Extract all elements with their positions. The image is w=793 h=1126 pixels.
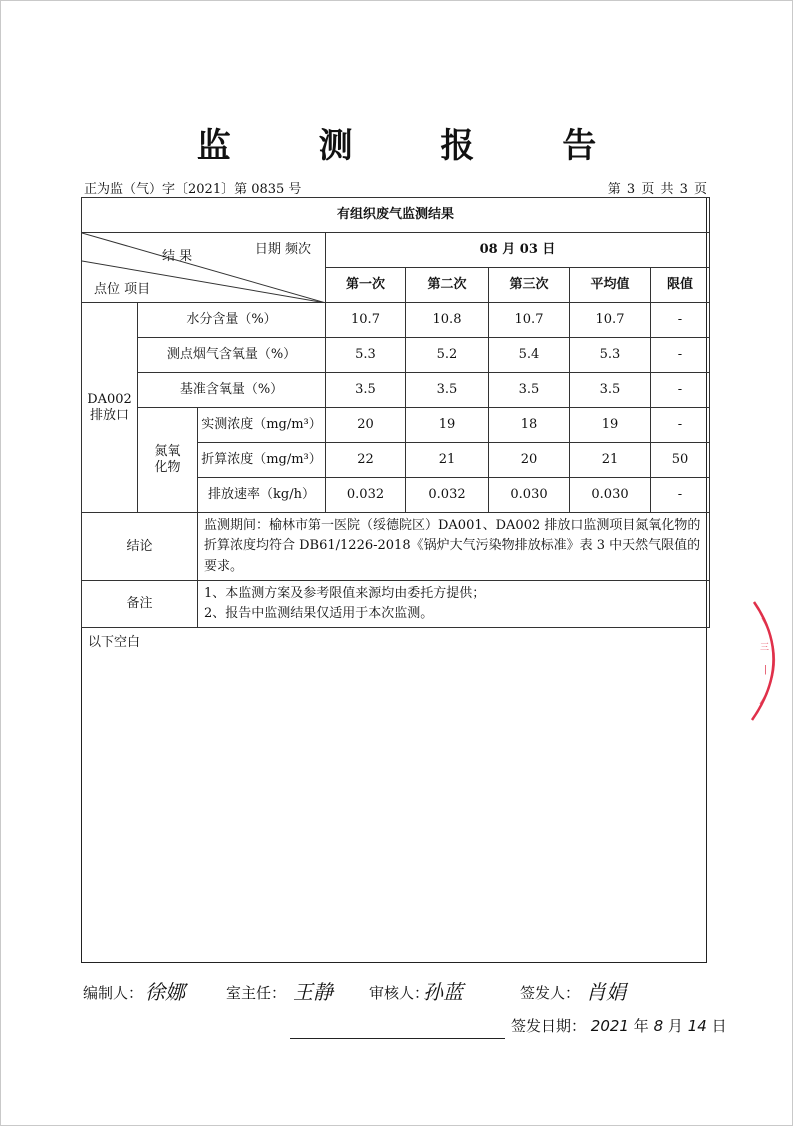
page-indicator: 第 3 页 共 3 页 [607, 182, 708, 197]
value-cell: 10.7 [570, 303, 651, 338]
location-line-1: DA002 [87, 391, 132, 407]
header-result: 结 果 [162, 249, 193, 264]
column-header-1: 第一次 [326, 268, 406, 303]
header-location-item: 点位 项目 [94, 282, 151, 298]
remark-item: 2、报告中监测结果仅适用于本次监测。 [204, 606, 434, 622]
location-line-2: 排放口 [89, 407, 129, 423]
blank-below-note: 以下空白 [88, 635, 141, 650]
issue-date-year: 2021 [590, 1017, 629, 1035]
director-label: 室主任： [226, 984, 287, 1002]
value-cell: 10.8 [406, 303, 489, 338]
director-signature: 王静 [293, 980, 333, 1004]
conclusion-text: 监测期间：榆林市第一医院（绥德院区）DA001、DA002 排放口监测项目氮氧化物的折算浓度均符合 DB61/1226-2018《锅炉大气污染物排放标准》表 3 中天然气限值的要求。 [198, 513, 710, 581]
report-title: 监 测 报 告 [196, 126, 635, 166]
value-cell: 21 [406, 443, 489, 478]
issue-date-label: 签发日期： [511, 1017, 587, 1035]
reviewer-label: 审核人： [369, 984, 430, 1002]
issue-date-day: 14 [687, 1017, 707, 1035]
header-date-frequency: 日期 频次 [254, 242, 311, 257]
row-item: 实测浓度（mg/m³） [198, 408, 326, 443]
table-caption: 有组织废气监测结果 [82, 198, 710, 233]
issue-date-month-unit: 月 [667, 1017, 683, 1035]
reviewer-signature: 孙蓝 [423, 980, 463, 1004]
nox-group-cell [138, 408, 198, 513]
value-cell: 0.030 [570, 478, 651, 513]
value-cell: 5.3 [326, 338, 406, 373]
row-item: 水分含量（%） [138, 303, 326, 338]
compiler-signature: 徐娜 [145, 980, 185, 1004]
monitoring-results-table [81, 197, 710, 628]
value-cell: 5.2 [406, 338, 489, 373]
value-cell: 3.5 [326, 373, 406, 408]
document-number: 正为监（气）字〔2021〕第 0835 号 [84, 182, 302, 197]
issuer-label: 签发人： [520, 984, 581, 1002]
value-cell: - [651, 373, 710, 408]
remarks-cell [198, 581, 710, 628]
header-date: 08 月 03 日 [326, 233, 710, 268]
svg-text:三: 三 [760, 643, 770, 653]
value-cell: 21 [570, 443, 651, 478]
seal-stamp-fragment [748, 600, 788, 730]
value-cell: 3.5 [570, 373, 651, 408]
location-cell [82, 303, 138, 513]
issue-date-month: 8 [653, 1017, 664, 1035]
row-item: 折算浓度（mg/m³） [198, 443, 326, 478]
nox-line-2: 化物 [154, 460, 181, 475]
row-item: 排放速率（kg/h） [198, 478, 326, 513]
value-cell: 19 [406, 408, 489, 443]
value-cell: 0.032 [406, 478, 489, 513]
nox-line-1: 氮氧 [154, 444, 181, 460]
remarks-label: 备注 [82, 581, 198, 628]
value-cell: 3.5 [406, 373, 489, 408]
svg-text:|: | [764, 665, 768, 675]
value-cell: 10.7 [489, 303, 570, 338]
signature-row [83, 982, 723, 1012]
value-cell: 3.5 [489, 373, 570, 408]
value-cell: - [651, 338, 710, 373]
value-cell: 20 [489, 443, 570, 478]
value-cell: 20 [326, 408, 406, 443]
issue-date-year-unit: 年 [633, 1017, 649, 1035]
column-header-2: 第二次 [406, 268, 489, 303]
value-cell: 5.3 [570, 338, 651, 373]
remark-item: 1、本监测方案及参考限值来源均由委托方提供； [204, 586, 486, 601]
value-cell: - [651, 478, 710, 513]
row-item: 基准含氧量（%） [138, 373, 326, 408]
issue-date-day-unit: 日 [711, 1017, 727, 1035]
value-cell: 50 [651, 443, 710, 478]
bottom-divider [290, 1038, 505, 1039]
issue-date [511, 1015, 727, 1036]
value-cell: 5.4 [489, 338, 570, 373]
value-cell: - [651, 408, 710, 443]
value-cell: 0.030 [489, 478, 570, 513]
column-header-limit: 限值 [651, 268, 710, 303]
value-cell: 19 [570, 408, 651, 443]
value-cell: 22 [326, 443, 406, 478]
value-cell: - [651, 303, 710, 338]
issuer-signature: 肖娟 [586, 980, 626, 1004]
value-cell: 0.032 [326, 478, 406, 513]
compiler-label: 编制人： [83, 984, 144, 1002]
conclusion-label: 结论 [82, 513, 198, 581]
diagonal-header-cell [82, 233, 326, 303]
column-header-3: 第三次 [489, 268, 570, 303]
column-header-average: 平均值 [570, 268, 651, 303]
value-cell: 18 [489, 408, 570, 443]
row-item: 测点烟气含氧量（%） [138, 338, 326, 373]
value-cell: 10.7 [326, 303, 406, 338]
